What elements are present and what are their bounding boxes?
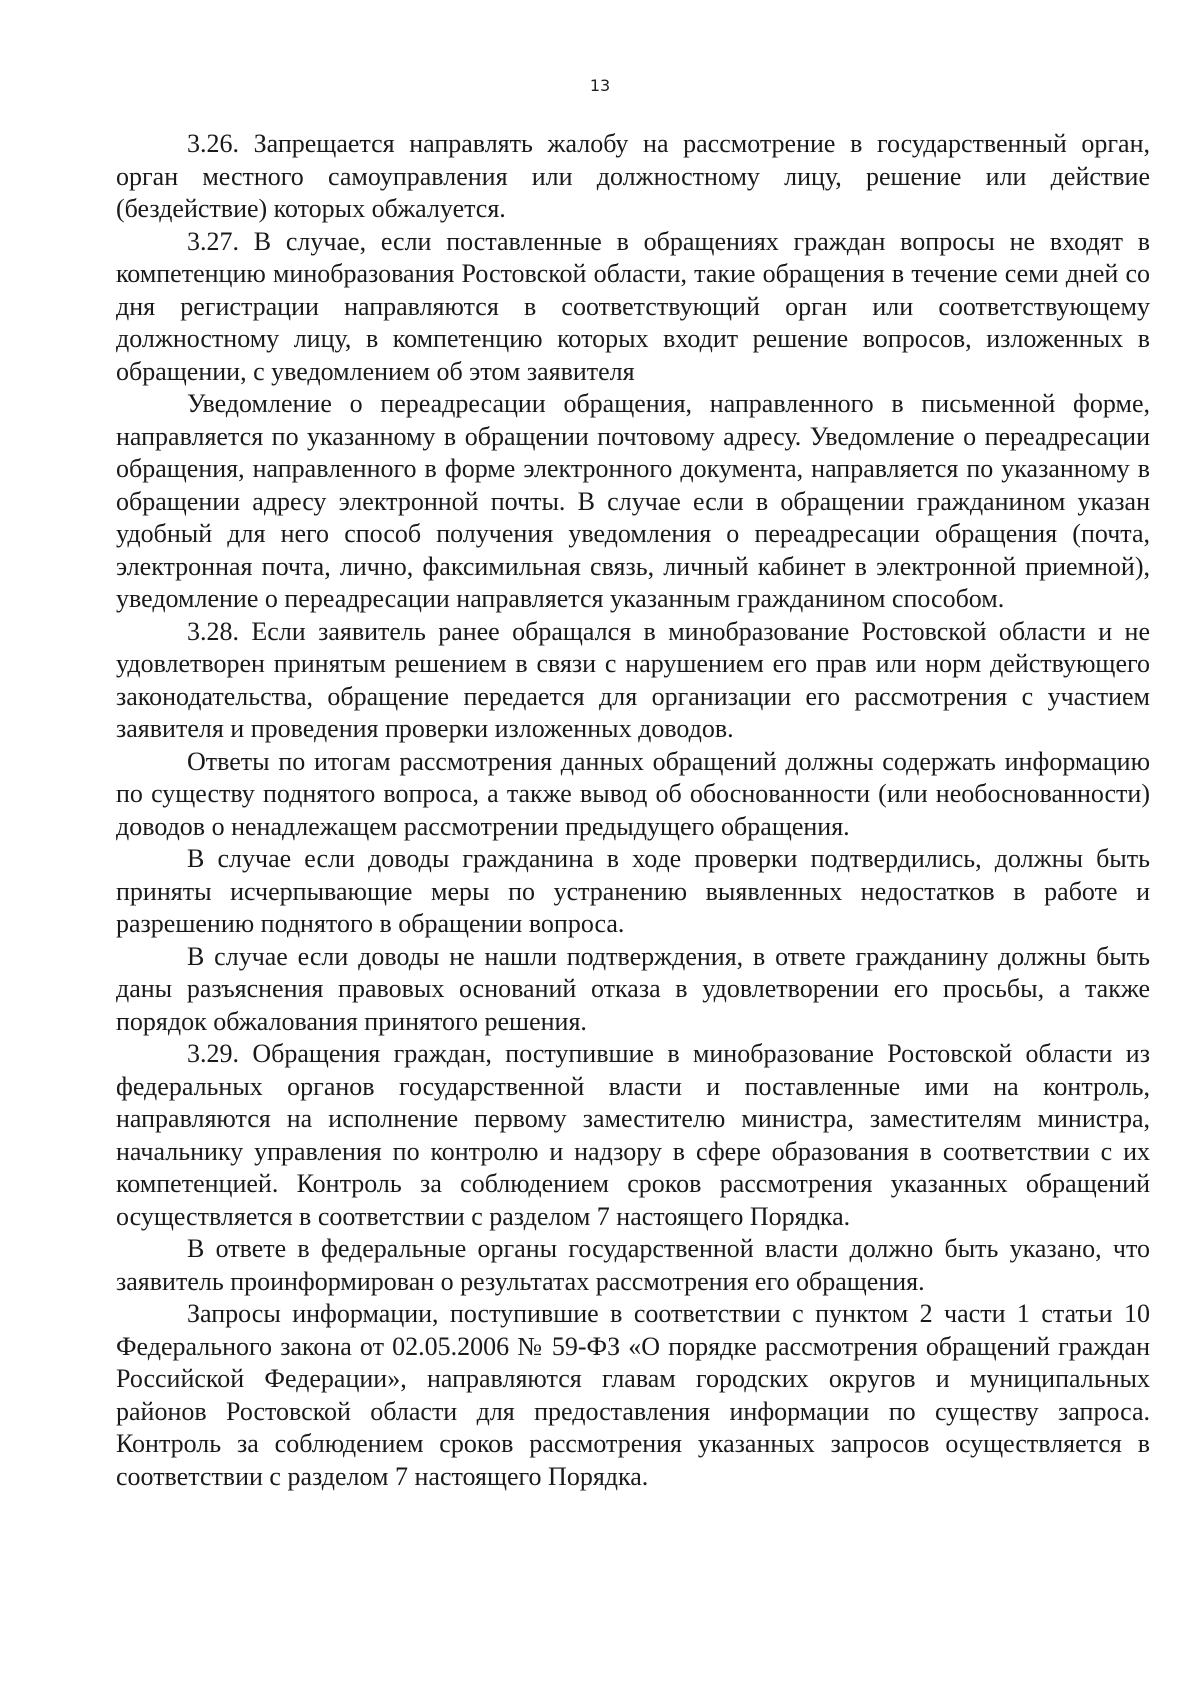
paragraph-federal-answer: В ответе в федеральные органы государственной власти должно быть указано, что заявитель проинформирован о результатах рассмотрения его обращения.	[116, 1234, 1150, 1296]
paragraph-3-29: 3.29. Обращения граждан, поступившие в минобразование Ростовской области из федеральных органов государственной власти и поставленные ими на контроль, направляются на исполнение первому заместителю министра, заместителям министра, начальнику управления по контролю и надзору в сфере образования в соответствии с их компетенцией. Контроль за соблюдением сроков рассмотрения указанных обращений осуществляется в соответствии с разделом 7 настоящего Порядка.	[116, 1039, 1150, 1231]
paragraph-3-27: 3.27. В случае, если поставленные в обращениях граждан вопросы не входят в компетенцию минобразования Ростовской области, такие обращения в течение семи дней со дня регистрации направляются в соответствующий орган или соответствующему должностному лицу, в компетенцию которых входит решение вопросов, изложенных в обращении, с уведомлением об этом заявителя	[116, 226, 1150, 386]
paragraph-answers: Ответы по итогам рассмотрения данных обращений должны содержать информацию по существу поднятого вопроса, а также вывод об обоснованности (или необоснованности) доводов о ненадлежащем рассмотрении предыдущего обращения.	[116, 746, 1150, 841]
paragraph-redirect-notice: Уведомление о переадресации обращения, направленного в письменной форме, направляется по указанному в обращении почтовому адресу. Уведомление о переадресации обращения, направленного в форме электронного документа, направляется по указанному в обращении адресу электронной почты. В случае если в обращении гражданином указан удобный для него способ получения уведомления о переадресации обращения (почта, электронная почта, лично, факсимильная связь, личный кабинет в электронной приемной), уведомление о переадресации направляется указанным гражданином способом.	[116, 389, 1150, 613]
paragraph-confirmed: В случае если доводы гражданина в ходе проверки подтвердились, должны быть приняты исчерпывающие меры по устранению выявленных недостатков в работе и разрешению поднятого в обращении вопроса.	[116, 844, 1150, 938]
document-body	[116, 128, 1150, 1493]
paragraph-3-28: 3.28. Если заявитель ранее обращался в минобразование Ростовской области и не удовлетворен принятым решением в связи с нарушением его прав или норм действующего законодательства, обращение передается для организации его рассмотрения с участием заявителя и проведения проверки изложенных доводов.	[116, 616, 1150, 743]
paragraph-not-confirmed: В случае если доводы не нашли подтверждения, в ответе гражданину должны быть даны разъяснения правовых оснований отказа в удовлетворении его просьбы, а также порядок обжалования принятого решения.	[116, 941, 1150, 1036]
page-number: 13	[589, 76, 611, 95]
paragraph-3-26: 3.26. Запрещается направлять жалобу на рассмотрение в государственный орган, орган местного самоуправления или должностному лицу, решение или действие (бездействие) которых обжалуется.	[116, 129, 1150, 223]
paragraph-info-requests: Запросы информации, поступившие в соответствии с пунктом 2 части 1 статьи 10 Федерального закона от 02.05.2006 № 59-ФЗ «О порядке рассмотрения обращений граждан Российской Федерации», направляются главам городских округов и муниципальных районов Ростовской области для предоставления информации по существу запроса. Контроль за соблюдением сроков рассмотрения указанных запросов осуществляется в соответствии с разделом 7 настоящего Порядка.	[116, 1299, 1150, 1491]
